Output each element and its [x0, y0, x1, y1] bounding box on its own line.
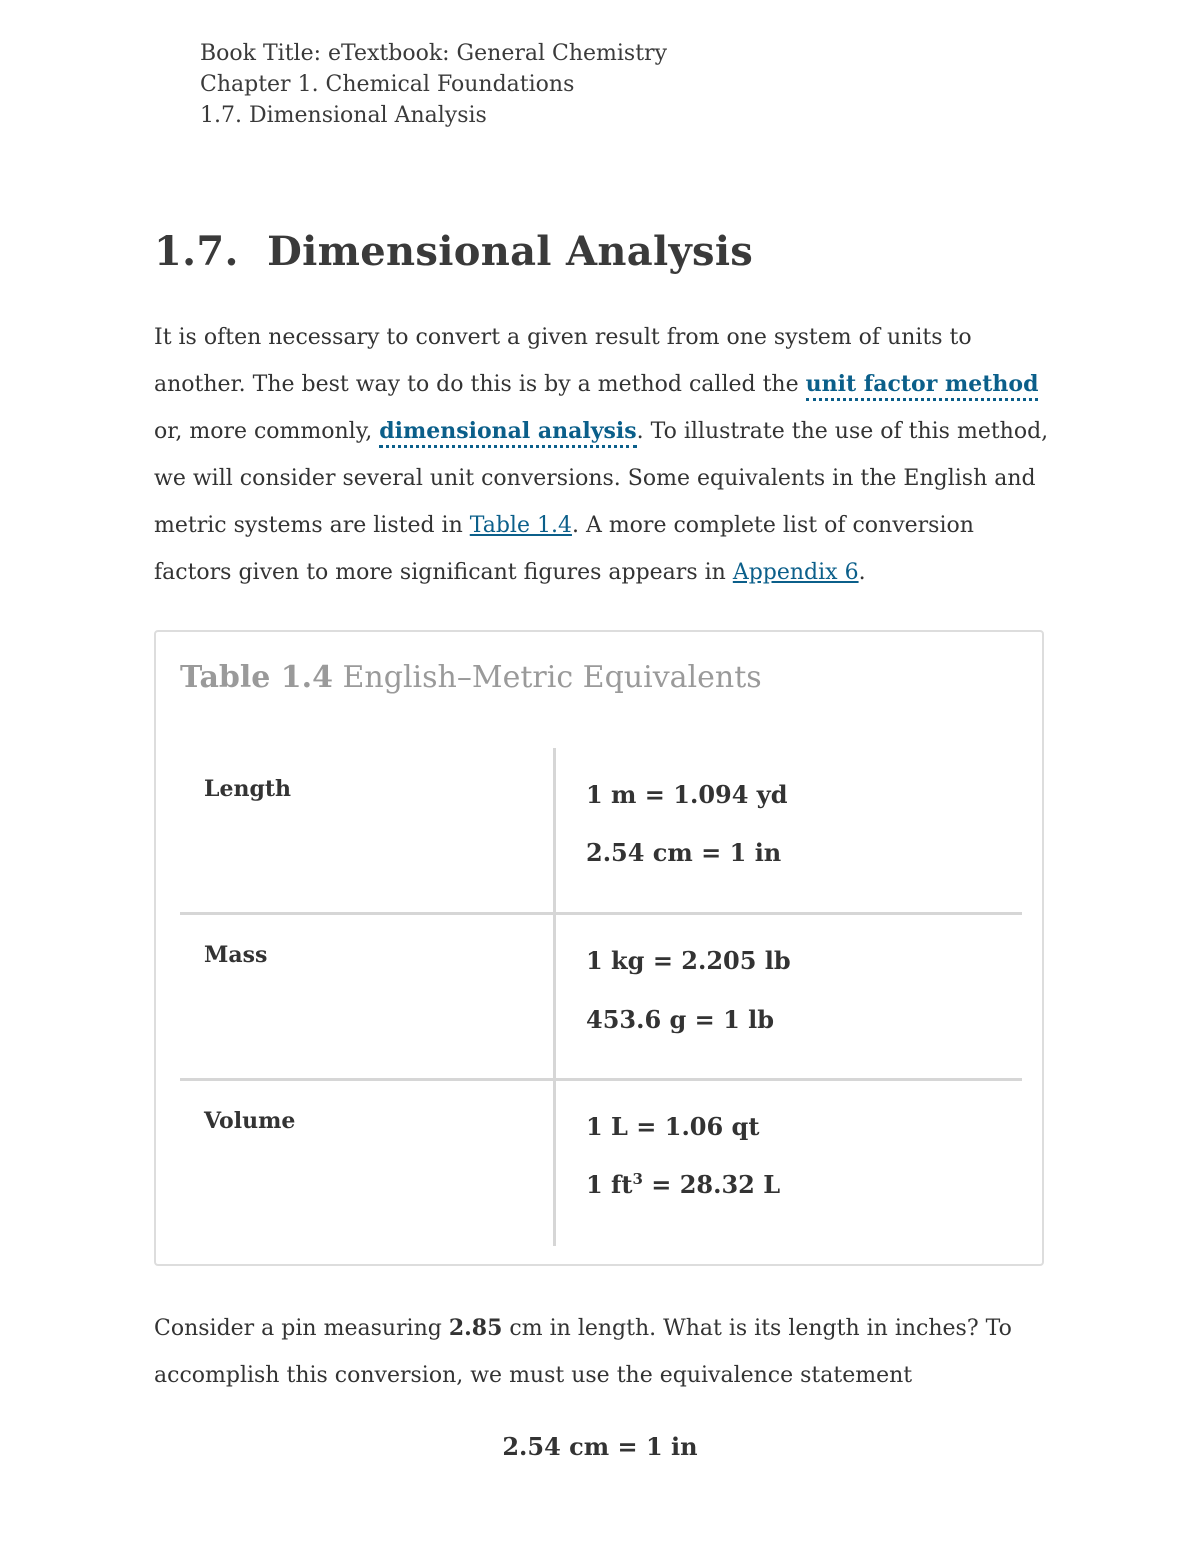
volume-equivalence-1: 1 L = 1.06 qt — [586, 1112, 760, 1141]
volume-eq2-suffix: = 28.32 L — [642, 1170, 781, 1199]
table-grid — [180, 748, 1022, 1246]
book-metadata — [200, 38, 667, 131]
intro-text-3: . To illustrate the use of this method, we will consider several unit conversions. Some equivalents in the English and metric systems are listed in — [154, 419, 1049, 538]
intro-text-4: . A more complete list of conversion factors given to more significant figures appears in — [154, 513, 974, 585]
table-caption-text: English–Metric Equivalents — [333, 660, 762, 695]
intro-text-5: . — [858, 560, 866, 585]
section-title: 1.7. Dimensional Analysis — [200, 103, 487, 128]
book-title: Book Title: eTextbook: General Chemistry — [200, 41, 667, 66]
page-title: 1.7. Dimensional Analysis — [154, 228, 754, 275]
mass-equivalence-2: 453.6 g = 1 lb — [586, 1005, 775, 1034]
intro-paragraph — [154, 314, 1054, 596]
volume-eq2-exponent: 3 — [632, 1170, 643, 1188]
mass-equivalence-1: 1 kg = 2.205 lb — [586, 946, 791, 975]
volume-eq2-prefix: 1 ft — [586, 1170, 633, 1199]
row-label-mass: Mass — [204, 942, 268, 968]
intro-text-2: or, more commonly, — [154, 419, 380, 444]
pin-paragraph — [154, 1305, 1054, 1399]
chapter-title: Chapter 1. Chemical Foundations — [200, 72, 575, 97]
pin-text-2: in length. What is its length in inches? To accomplish this conversion, we must use the equivalence statement — [154, 1316, 1012, 1388]
pin-length-unit: cm — [502, 1316, 543, 1341]
glossary-term-dimensional-analysis[interactable]: dimensional analysis — [379, 418, 636, 448]
glossary-term-unit-factor-method[interactable]: unit factor method — [806, 371, 1039, 401]
equivalents-table — [154, 630, 1044, 1266]
row-label-volume: Volume — [204, 1108, 296, 1134]
length-equivalence-1: 1 m = 1.094 yd — [586, 780, 788, 809]
intro-text-1: It is often necessary to convert a given result from one system of units to another. The best way to do this is by a method called the — [154, 325, 972, 397]
pin-text-1: Consider a pin measuring — [154, 1316, 449, 1341]
row-divider — [180, 1078, 1022, 1081]
length-equivalence-2: 2.54 cm = 1 in — [586, 838, 782, 867]
row-divider — [180, 912, 1022, 915]
table-caption — [180, 660, 762, 695]
row-label-length: Length — [204, 776, 292, 802]
table-1-4-link[interactable]: Table 1.4 — [469, 513, 572, 538]
pin-length-value: 2.85 — [448, 1315, 503, 1341]
column-divider — [553, 748, 556, 1246]
table-caption-label: Table 1.4 — [180, 660, 333, 695]
appendix-6-link[interactable]: Appendix 6 — [732, 560, 859, 585]
equivalence-equation: 2.54 cm = 1 in — [502, 1432, 698, 1461]
volume-equivalence-2 — [586, 1170, 780, 1199]
